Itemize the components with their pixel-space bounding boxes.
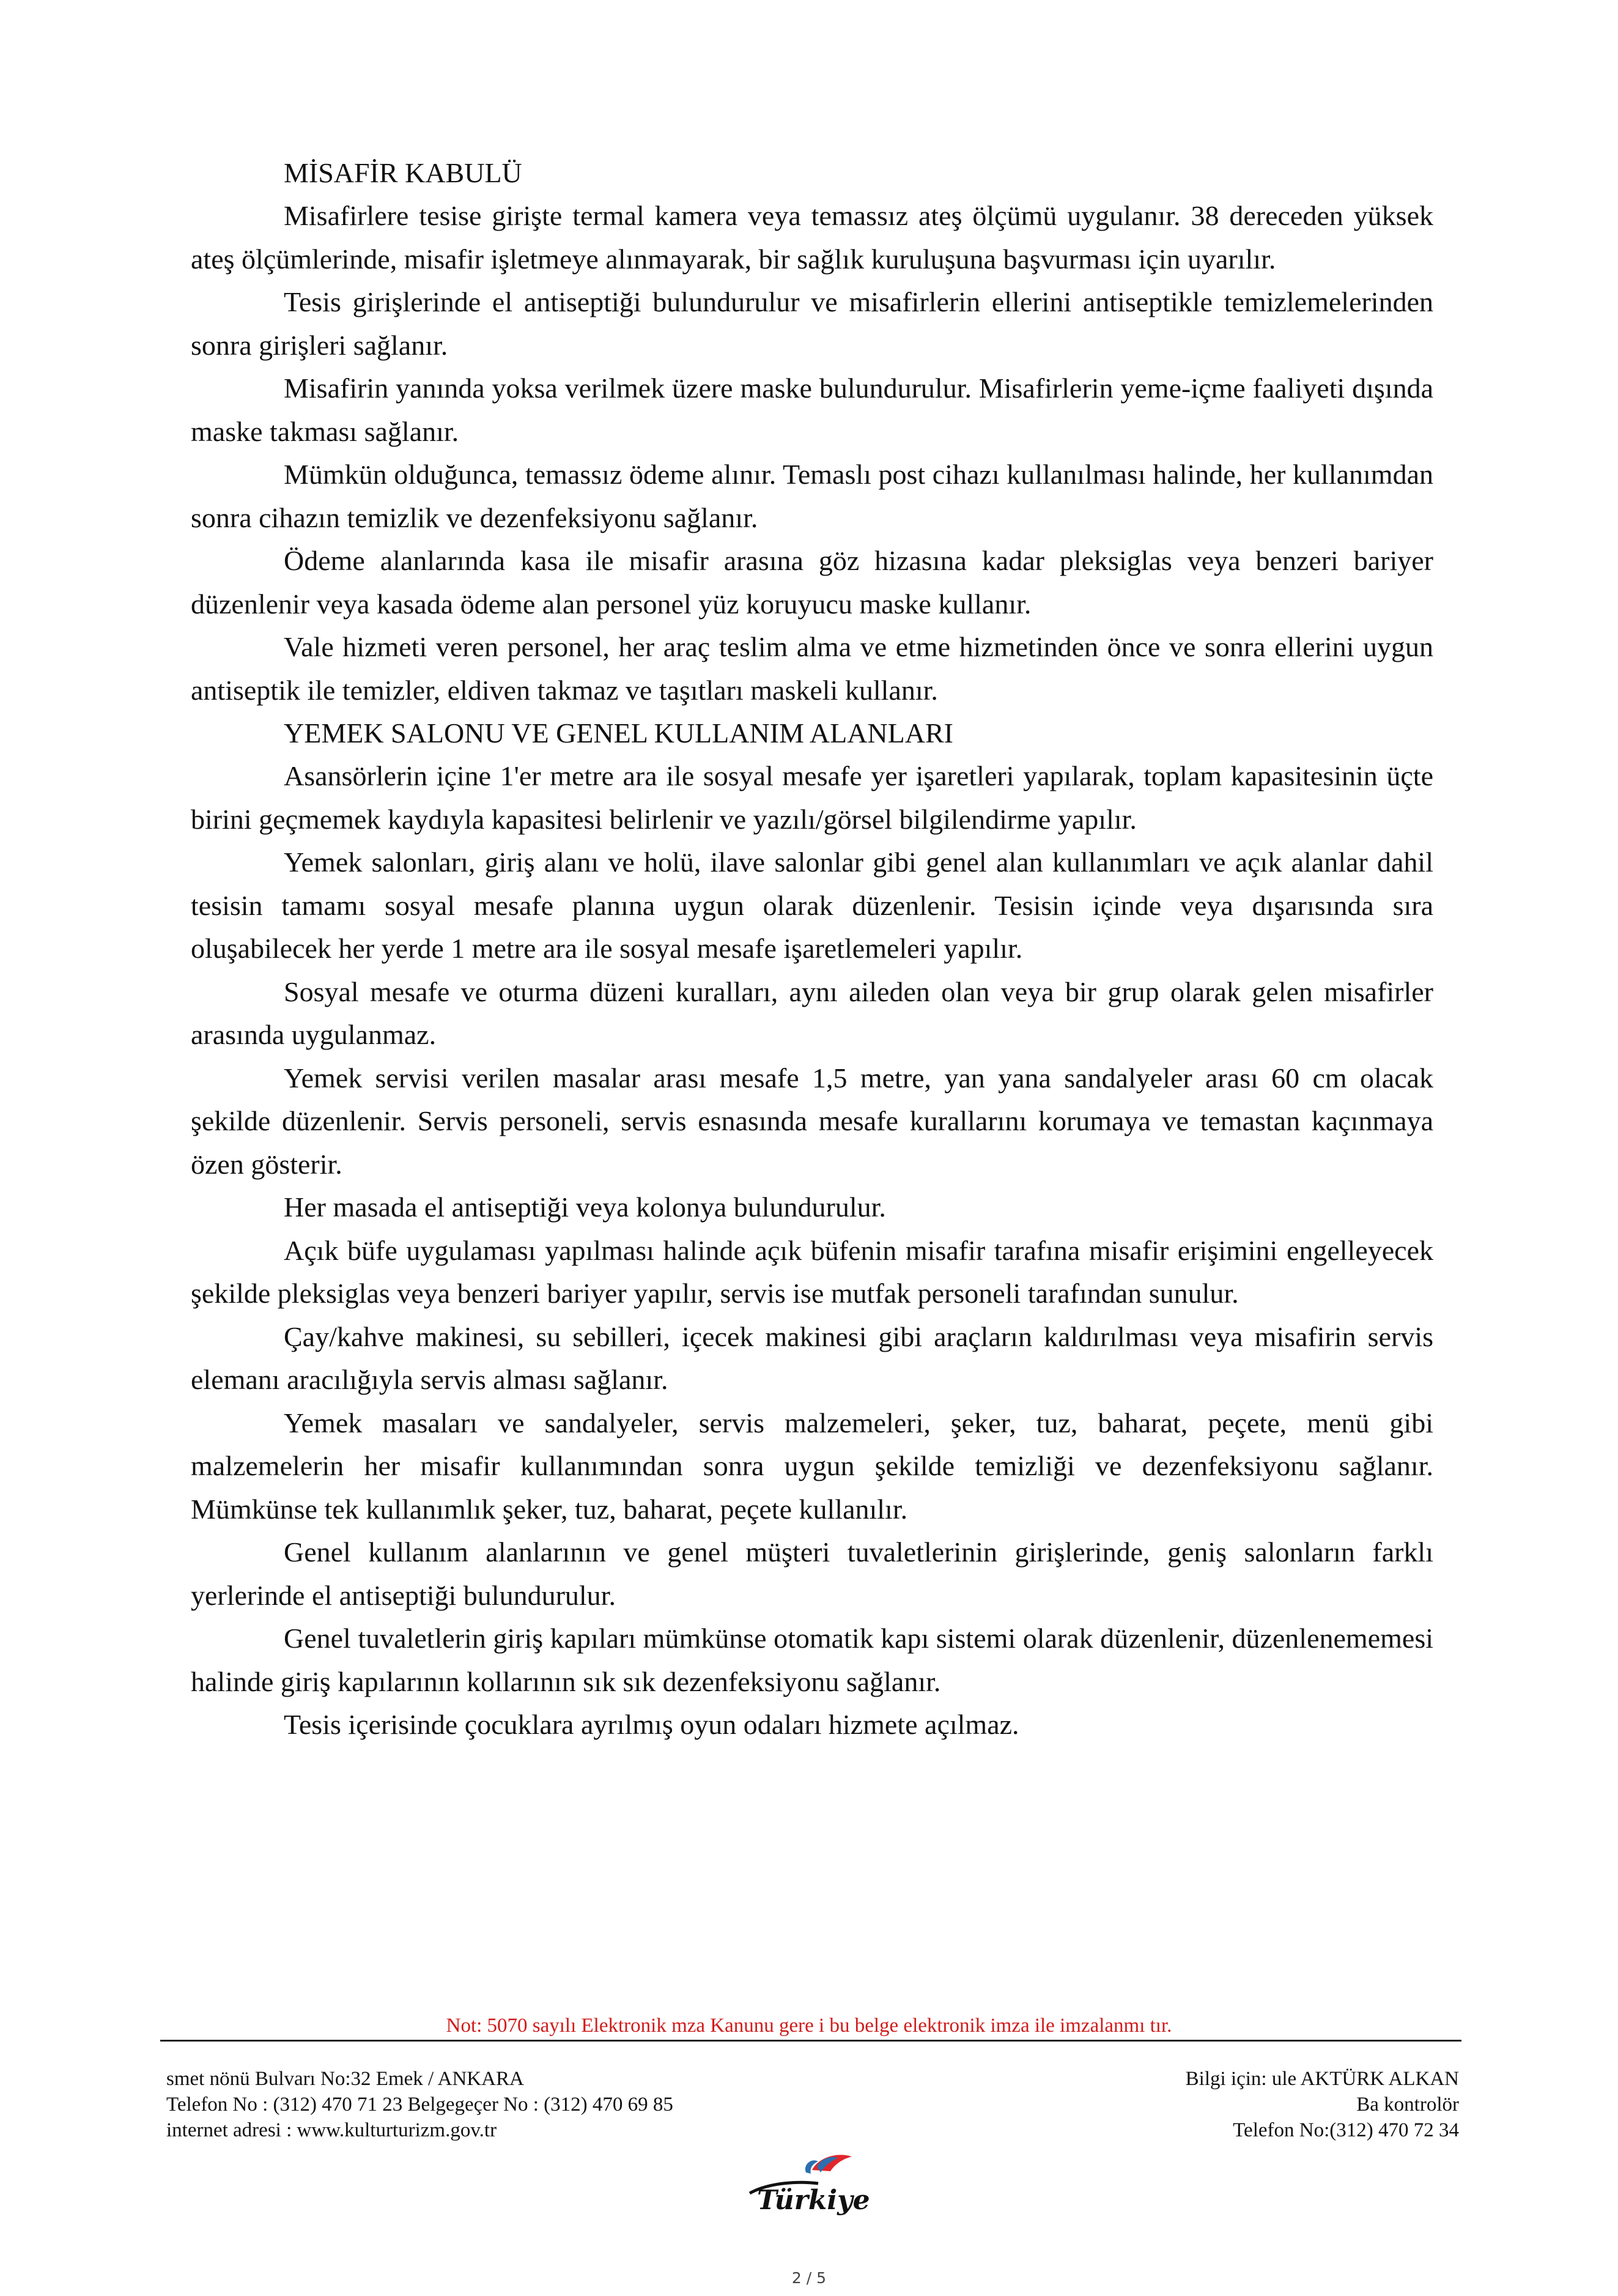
footer-contact-person: Bilgi için: ule AKTÜRK ALKAN bbox=[1185, 2068, 1459, 2090]
logo-wordmark: Türkiye bbox=[757, 2185, 870, 2216]
turkiye-logo-icon bbox=[745, 2146, 887, 2219]
footer-contact-block bbox=[1186, 2066, 1459, 2143]
section-heading-guest-reception: MİSAFİR KABULÜ bbox=[284, 157, 522, 188]
paragraph: Ödeme alanlarında kasa ile misafir arasına göz hizasına kadar pleksiglas veya benzeri bariyer düzenlenir veya kasada ödeme alan personel yüz koruyucu maske kullanır. bbox=[191, 545, 1433, 620]
page-number: 2 / 5 bbox=[791, 2269, 827, 2287]
document-body bbox=[191, 152, 1433, 1747]
footer-address: smet nönü Bulvarı No:32 Emek / ANKARA bbox=[166, 2068, 524, 2090]
paragraph: Asansörlerin içine 1'er metre ara ile sosyal mesafe yer işaretleri yapılarak, toplam kapasitesinin üçte birini geçmemek kaydıyla kapasitesi belirlenir ve yazılı/görsel bilgilendirme yapılır. bbox=[191, 760, 1433, 835]
paragraph: Yemek masaları ve sandalyeler, servis malzemeleri, şeker, tuz, baharat, peçete, menü gibi malzemelerin her misafir kullanımından sonra uygun şekilde temizliği ve dezenfeksiyonu sağlanır. Mümkünse tek kullanımlık şeker, tuz, baharat, peçete kullanılır. bbox=[191, 1407, 1433, 1525]
paragraph: Genel tuvaletlerin giriş kapıları mümkünse otomatik kapı sistemi olarak düzenlenir, düzenlenememesi halinde giriş kapılarının kollarının sık sık dezenfeksiyonu sağlanır. bbox=[191, 1623, 1433, 1697]
footer-website: internet adresi : www.kulturturizm.gov.tr bbox=[166, 2119, 497, 2141]
footer-contact-title: Ba kontrolör bbox=[1356, 2094, 1459, 2116]
paragraph: Yemek servisi verilen masalar arası mesafe 1,5 metre, yan yana sandalyeler arası 60 cm olacak şekilde düzenlenir. Servis personeli, servis esnasında mesafe kurallarını korumaya ve temastan kaçınmaya özen gösterir. bbox=[191, 1062, 1433, 1180]
paragraph: Genel kullanım alanlarının ve genel müşteri tuvaletlerinin girişlerinde, geniş salonların farklı yerlerinde el antiseptiği bulundurulur. bbox=[191, 1536, 1433, 1611]
e-signature-note: Not: 5070 sayılı Elektronik mza Kanunu gere i bu belge elektronik imza ile imzalanmı tır. bbox=[446, 2015, 1172, 2037]
paragraph: Tesis içerisinde çocuklara ayrılmış oyun odaları hizmete açılmaz. bbox=[284, 1709, 1019, 1740]
footer-contact-phone: Telefon No:(312) 470 72 34 bbox=[1233, 2119, 1459, 2141]
footer-divider bbox=[160, 2040, 1461, 2042]
paragraph: Vale hizmeti veren personel, her araç teslim alma ve etme hizmetinden önce ve sonra ellerini uygun antiseptik ile temizler, eldiven takmaz ve taşıtları maskeli kullanır. bbox=[191, 631, 1433, 706]
paragraph: Tesis girişlerinde el antiseptiği bulundurulur ve misafirlerin ellerini antiseptikle temizlemelerinden sonra girişleri sağlanır. bbox=[191, 286, 1433, 361]
paragraph: Her masada el antiseptiği veya kolonya bulundurulur. bbox=[284, 1191, 886, 1223]
paragraph: Açık büfe uygulaması yapılması halinde açık büfenin misafir tarafına misafir erişimini engelleyecek şekilde pleksiglas veya benzeri bariyer yapılır, servis ise mutfak personeli tarafından sunulur. bbox=[191, 1234, 1433, 1309]
paragraph: Çay/kahve makinesi, su sebilleri, içecek makinesi gibi araçların kaldırılması veya misafirin servis elemanı aracılığıyla servis alması sağlanır. bbox=[191, 1320, 1433, 1395]
paragraph: Misafirin yanında yoksa verilmek üzere maske bulundurulur. Misafirlerin yeme-içme faaliyeti dışında maske takması sağlanır. bbox=[191, 372, 1433, 447]
section-heading-dining-common-areas: YEMEK SALONU VE GENEL KULLANIM ALANLARI bbox=[284, 717, 953, 749]
paragraph: Sosyal mesafe ve oturma düzeni kuralları, aynı aileden olan veya bir grup olarak gelen misafirler arasında uygulanmaz. bbox=[191, 976, 1433, 1050]
footer-address-block bbox=[166, 2066, 673, 2143]
footer-phone-fax: Telefon No : (312) 470 71 23 Belgegeçer No : (312) 470 69 85 bbox=[166, 2094, 673, 2116]
paragraph: Mümkün olduğunca, temassız ödeme alınır. Temaslı post cihazı kullanılması halinde, her kullanımdan sonra cihazın temizlik ve dezenfeksiyonu sağlanır. bbox=[191, 459, 1433, 533]
paragraph: Misafirlere tesise girişte termal kamera veya temassız ateş ölçümü uygulanır. 38 dereceden yüksek ateş ölçümlerinde, misafir işletmeye alınmayarak, bir sağlık kuruluşuna başvurması için uyarılır. bbox=[191, 200, 1433, 275]
paragraph: Yemek salonları, giriş alanı ve holü, ilave salonlar gibi genel alan kullanımları ve açık alanlar dahil tesisin tamamı sosyal mesafe planına uygun olarak düzenlenir. Tesisin içinde veya dışarısında sıra oluşabilecek her yerde 1 metre ara ile sosyal mesafe işaretlemeleri yapılır. bbox=[191, 846, 1433, 964]
